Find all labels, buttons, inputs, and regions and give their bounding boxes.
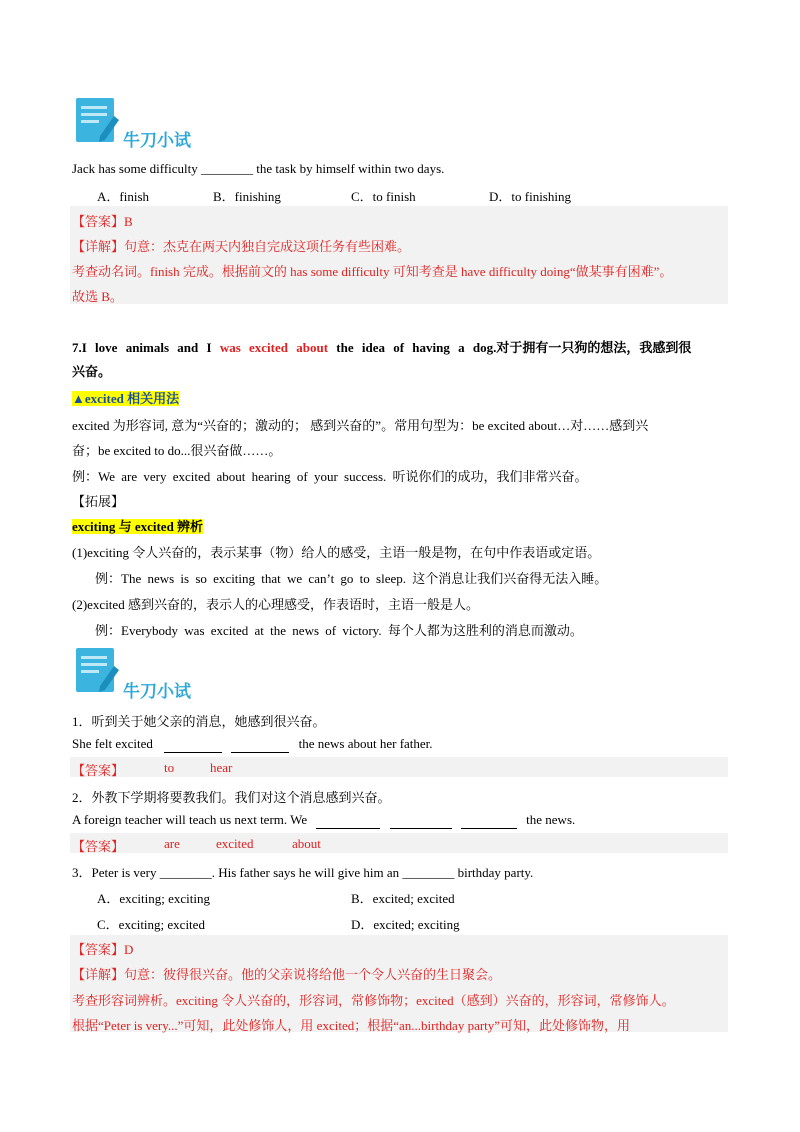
practice-note-icon (74, 96, 120, 146)
item7-suffix: the idea of having a dog. (328, 340, 497, 355)
compare-heading (72, 516, 203, 535)
q2-answer-3: about (292, 836, 321, 851)
practice-note-icon (74, 646, 120, 696)
detail-line-2: 考查动名词。finish 完成。根据前文的 has some difficulty 可知考查是 have difficulty doing“做某事有困难”。 (72, 264, 673, 279)
expand-label: 【拓展】 (72, 494, 125, 509)
blank (316, 812, 380, 829)
point-1-example: 例：The news is so exciting that we can’t go to sleep. 这个消息让我们兴奋得无法入睡。 (95, 571, 608, 586)
q3-answer-label: 【答案】 (72, 942, 125, 957)
option-c: C．to finish (351, 189, 416, 204)
q3-answer-value: D (124, 942, 134, 957)
usage-heading-text: ▲excited 相关用法 (72, 391, 180, 406)
q3-option-c: C．exciting; excited (97, 917, 205, 932)
q3-option-a: A．exciting; exciting (97, 891, 211, 906)
usage-line-2: 奋；be excited to do...很兴奋做……。 (72, 443, 282, 458)
item7-heading (72, 337, 691, 356)
q2-answer-1: are (164, 836, 180, 851)
q1-en-start: She felt excited (72, 736, 153, 751)
compare-heading-text: exciting 与 excited 辨析 (72, 519, 204, 534)
q1-en (72, 736, 433, 753)
usage-line-1: excited 为形容词, 意为“兴奋的；激动的； 感到兴奋的”。常用句型为：be excited about…对……感到兴 (72, 418, 649, 433)
answer-label: 【答案】 (72, 214, 125, 229)
detail-line-1 (72, 236, 410, 255)
q3-detail-line-2: 考查形容词辨析。exciting 令人兴奋的，形容词，常修饰物；excited（感到）兴奋的，形容词，常修饰人。 (72, 993, 675, 1008)
detail-line-3: 故选 B。 (72, 289, 123, 304)
q2-en (72, 812, 575, 829)
answer-panel (70, 206, 728, 304)
option-d: D．to finishing (489, 189, 571, 204)
q1-answer-1: to (164, 760, 175, 775)
option-b: B．finishing (213, 189, 281, 204)
q2-zh: 2．外教下学期将要教我们。我们对这个消息感到兴奋。 (72, 790, 391, 805)
q3-detail-text: 句意：彼得很兴奋。他的父亲说将给他一个令人兴奋的生日聚会。 (124, 967, 502, 982)
answer-value: B (124, 214, 133, 229)
q1-answer-label: 【答案】 (72, 763, 125, 778)
q2-answer-label: 【答案】 (72, 839, 125, 854)
blank (164, 736, 222, 753)
option-a: A．finish (97, 189, 150, 204)
blank (390, 812, 452, 829)
q2-en-end: the news. (526, 812, 576, 827)
q2-en-start: A foreign teacher will teach us next term. We (72, 812, 308, 827)
item7-zh: 对于拥有一只狗的想法，我感到很 (496, 341, 692, 356)
q3-option-d: D．excited; exciting (351, 917, 460, 932)
q1-answer-2: hear (210, 760, 233, 775)
q3-detail-line-1 (72, 964, 501, 983)
q3-detail-line-3: 根据“Peter is very...”可知，此处修饰人，用 excited；根据“an...birthday party”可知，此处修饰物，用 (72, 1018, 631, 1033)
item7-zh-cont: 兴奋。 (72, 365, 112, 380)
q3-answer-line (72, 939, 133, 958)
blank (231, 736, 289, 753)
q1-en-end: the news about her father. (298, 736, 433, 751)
point-2: (2)excited 感到兴奋的，表示人的心理感受，作表语时，主语一般是人。 (72, 597, 479, 612)
q2-answer-2: excited (216, 836, 254, 851)
detail-text: 句意：杰克在两天内独自完成这项任务有些困难。 (124, 239, 411, 254)
item7-highlight: was excited about (219, 340, 329, 355)
usage-example: 例：We are very excited about hearing of your success. 听说你们的成功，我们非常兴奋。 (72, 469, 588, 484)
detail-label: 【详解】 (72, 239, 125, 254)
q1-zh: 1．听到关于她父亲的消息，她感到很兴奋。 (72, 714, 326, 729)
q3-detail-label: 【详解】 (72, 967, 125, 982)
practice-title: 牛刀小试 (123, 682, 191, 702)
point-2-example: 例：Everybody was excited at the news of victory. 每个人都为这胜利的消息而激动。 (95, 623, 583, 638)
usage-heading (72, 388, 179, 407)
question-text: Jack has some difficulty ________ the task by himself within two days. (72, 161, 445, 176)
q3-text: 3．Peter is very ________. His father says he will give him an ________ birthday party. (72, 865, 534, 880)
q3-option-b: B．excited; excited (351, 891, 455, 906)
blank (461, 812, 517, 829)
point-1: (1)exciting 令人兴奋的，表示某事（物）给人的感受，主语一般是物，在句中作表语或定语。 (72, 545, 601, 560)
answer-line (72, 211, 133, 230)
item7-prefix: 7.I love animals and I (72, 340, 220, 355)
practice-title: 牛刀小试 (123, 131, 191, 151)
